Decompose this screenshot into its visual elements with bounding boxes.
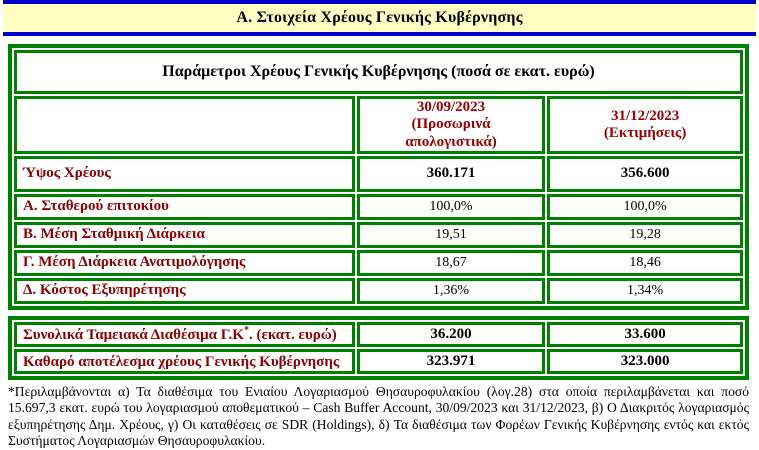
- row-label-suffix: . (εκατ. ευρώ): [248, 326, 337, 343]
- column-header-dec-2023: [547, 96, 743, 154]
- cell-value: 360.171: [357, 156, 546, 192]
- table-header-row: [14, 96, 743, 154]
- table-row-cash-reserves: [14, 322, 743, 347]
- cell-value: 19,28: [547, 222, 743, 248]
- cell-value: 36.200: [357, 322, 546, 347]
- row-label: Β. Μέση Σταθμική Διάρκεια: [14, 222, 355, 248]
- table-row-repricing-maturity: [14, 250, 743, 276]
- column-header-sep-2023: [357, 96, 546, 154]
- table-title-row: [14, 50, 743, 94]
- cell-value: 323.000: [547, 349, 743, 374]
- section-banner: [3, 0, 756, 36]
- empty-header-cell: [14, 96, 355, 154]
- row-label: [14, 349, 355, 374]
- cell-value: 100,0%: [547, 194, 743, 220]
- cell-value: 33.600: [547, 322, 743, 347]
- row-label: [14, 322, 355, 347]
- cell-value: 19,51: [357, 222, 546, 248]
- row-label: Ύψος Χρέους: [14, 156, 355, 192]
- summary-table: [8, 316, 749, 380]
- table-row-debt-level: [14, 156, 743, 192]
- header-date-line: 30/09/2023: [416, 99, 486, 115]
- footnote-asterisk: *: [243, 324, 249, 336]
- table-row-servicing-cost: [14, 278, 743, 304]
- debt-parameters-table: [8, 44, 749, 310]
- section-banner-title: Α. Στοιχεία Χρέους Γενικής Κυβέρνησης: [236, 9, 523, 26]
- debt-parameters-table-wrapper: [8, 44, 749, 310]
- cell-value: 323.971: [357, 349, 546, 374]
- cell-value: 1,34%: [547, 278, 743, 304]
- cell-value: 356.600: [547, 156, 743, 192]
- table-title: Παράμετροι Χρέους Γενικής Κυβέρνησης (ποσά σε εκατ. ευρώ): [14, 50, 743, 94]
- row-label: Δ. Κόστος Εξυπηρέτησης: [14, 278, 355, 304]
- header-note-line: (Εκτιμήσεις): [603, 124, 687, 141]
- row-label-text: Συνολικά Ταμειακά Διαθέσιμα Γ.Κ: [23, 326, 244, 343]
- table-row-fixed-rate: [14, 194, 743, 220]
- cell-value: 18,46: [547, 250, 743, 276]
- row-label: Α. Σταθερού επιτοκίου: [14, 194, 355, 220]
- table-row-weighted-avg-maturity: [14, 222, 743, 248]
- footnote: *Περιλαμβάνονται α) Τα διαθέσιμα του Ενιαίου Λογαριασμού Θησαυροφυλακίου (λογ.28) στα οποία περιλαμβάνεται και ποσό 15.697,3 εκατ. ευρώ του λογαριασμού αποθεματικού – Cash Buffer Account, 30/09/2023 και 31/12/2023, β) Ο Διακριτός λογαριασμός εξυπηρέτησης Δημ. Χρέους, γ) Οι καταθέσεις σε SDR (Holdings), δ) Τα διαθέσιμα των Φορέων Γενικής Κυβέρνησης εντός και εκτός Συστήματος Λογαριασμών Θησαυροφυλακίου.: [8, 383, 749, 449]
- cell-value: 18,67: [357, 250, 546, 276]
- row-label-text: Καθαρό αποτέλεσμα χρέους Γενικής Κυβέρνησης: [23, 353, 340, 370]
- cell-value: 1,36%: [357, 278, 546, 304]
- summary-table-wrapper: [8, 316, 749, 380]
- row-label: Γ. Μέση Διάρκεια Ανατιμολόγησης: [14, 250, 355, 276]
- cell-value: 100,0%: [357, 194, 546, 220]
- table-row-net-debt-result: [14, 349, 743, 374]
- header-note-line: (Προσωρινά απολογιστικά): [405, 116, 497, 150]
- header-date-line: 31/12/2023: [610, 107, 680, 124]
